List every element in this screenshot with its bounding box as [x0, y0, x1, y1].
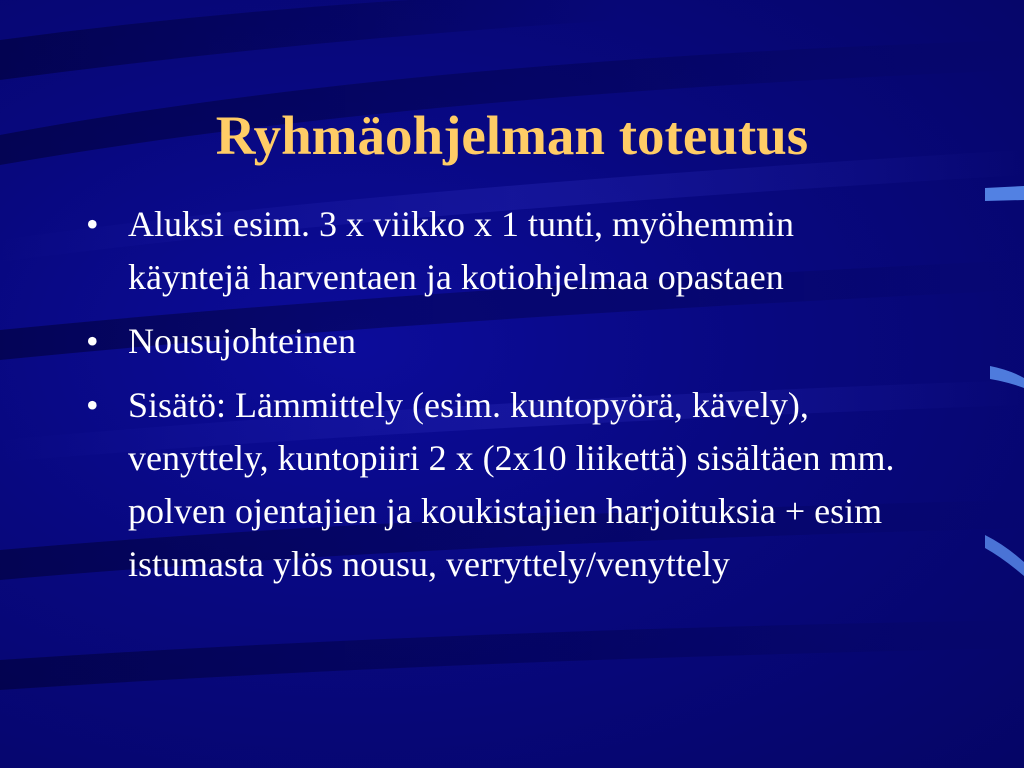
bullet-item: [84, 198, 914, 304]
bullet-marker: •: [86, 204, 99, 244]
bullet-item: [84, 315, 914, 368]
bullet-item: [84, 379, 914, 591]
bullet-list: [84, 198, 914, 602]
bullet-marker: •: [86, 385, 99, 425]
bullet-text: Nousujohteinen: [128, 321, 356, 361]
slide-title: Ryhmäohjelman toteutus: [215, 105, 809, 166]
bullet-marker: •: [86, 321, 99, 361]
bullet-text: Sisätö: Lämmittely (esim. kuntopyörä, kävely), venyttely, kuntopiiri 2 x (2x10 liikettä) sisältäen mm. polven ojentajien ja koukistajien harjoituksia + esim istumasta ylös nousu, verryttely/venyttely: [128, 385, 895, 584]
bullet-text: Aluksi esim. 3 x viikko x 1 tunti, myöhemmin käyntejä harventaen ja kotiohjelmaa opastaen: [128, 204, 794, 297]
